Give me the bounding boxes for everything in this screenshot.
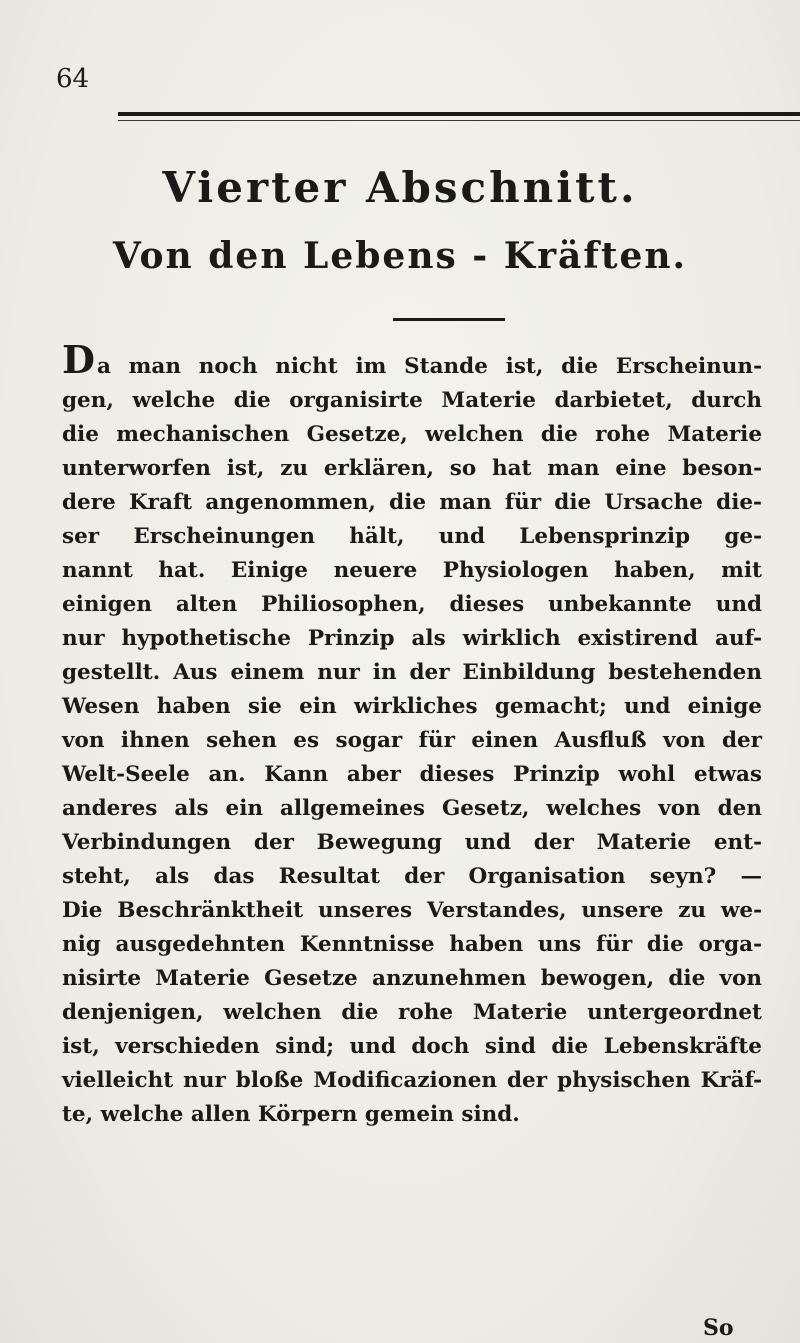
text-line-content: vielleicht nur bloße Modificazionen der physischen Kräf- <box>62 1068 762 1093</box>
text-line <box>62 418 762 452</box>
text-line <box>62 337 762 384</box>
chapter-title: Vierter Abschnitt. <box>162 163 638 212</box>
text-line <box>62 962 762 996</box>
text-line <box>62 690 762 724</box>
text-line-content: Verbindungen der Bewegung und der Materie ent- <box>62 830 762 855</box>
text-line-content: nannt hat. Einige neuere Physiologen haben, mit <box>62 558 762 583</box>
text-line <box>62 894 762 928</box>
drop-cap: D <box>62 337 95 382</box>
text-line <box>62 622 762 656</box>
text-line <box>62 554 762 588</box>
text-line-content: ser Erscheinungen hält, und Lebensprinzip ge- <box>62 524 762 549</box>
text-line <box>62 928 762 962</box>
text-line-content: gen, welche die organisirte Materie darbietet, durch <box>62 388 762 413</box>
catchword: So <box>703 1315 734 1341</box>
text-line-content: einigen alten Philiosophen, dieses unbekannte und <box>62 592 762 617</box>
text-line-content: te, welche allen Körpern gemein sind. <box>62 1102 520 1127</box>
text-line-content: nisirte Materie Gesetze anzunehmen bewogen, die von <box>62 966 762 991</box>
text-line-content: Die Beschränktheit unseres Verstandes, unsere zu we- <box>62 898 762 923</box>
text-line-content: von ihnen sehen es sogar für einen Ausfluß von der <box>62 728 762 753</box>
text-line-content: die mechanischen Gesetze, welchen die rohe Materie <box>62 422 762 447</box>
text-line-content: unterworfen ist, zu erklären, so hat man eine beson- <box>62 456 762 481</box>
text-line <box>62 452 762 486</box>
body-paragraph <box>62 337 762 1132</box>
text-line <box>62 792 762 826</box>
text-line-content: steht, als das Resultat der Organisation seyn? — <box>62 864 762 889</box>
page-number: 64 <box>56 64 90 94</box>
text-line-content: nur hypothetische Prinzip als wirklich existirend auf- <box>62 626 762 651</box>
text-line <box>62 1098 762 1132</box>
text-line-content: Wesen haben sie ein wirkliches gemacht; und einige <box>62 694 762 719</box>
header-rule-thin <box>118 120 800 121</box>
text-line <box>62 724 762 758</box>
text-line <box>62 1064 762 1098</box>
text-line <box>62 384 762 418</box>
text-line <box>62 486 762 520</box>
text-line-content: ist, verschieden sind; und doch sind die Lebenskräfte <box>62 1034 762 1059</box>
text-line-content: denjenigen, welchen die rohe Materie untergeordnet <box>62 1000 762 1025</box>
text-line-content: Welt-Seele an. Kann aber dieses Prinzip wohl etwas <box>62 762 762 787</box>
chapter-subtitle: Von den Lebens - Kräften. <box>112 235 688 277</box>
text-line <box>62 996 762 1030</box>
text-line <box>62 860 762 894</box>
text-line-content: a man noch nicht im Stande ist, die Erscheinun- <box>96 354 762 379</box>
text-line <box>62 520 762 554</box>
text-line <box>62 656 762 690</box>
text-line-content: dere Kraft angenommen, die man für die Ursache die- <box>62 490 762 515</box>
text-line-content: gestellt. Aus einem nur in der Einbildung bestehenden <box>62 660 762 685</box>
title-divider <box>393 318 505 321</box>
text-line <box>62 588 762 622</box>
text-line <box>62 1030 762 1064</box>
header-rule-thick <box>118 112 800 116</box>
text-line <box>62 826 762 860</box>
text-line-content: anderes als ein allgemeines Gesetz, welches von den <box>62 796 762 821</box>
text-line <box>62 758 762 792</box>
text-line-content: nig ausgedehnten Kenntnisse haben uns für die orga- <box>62 932 762 957</box>
